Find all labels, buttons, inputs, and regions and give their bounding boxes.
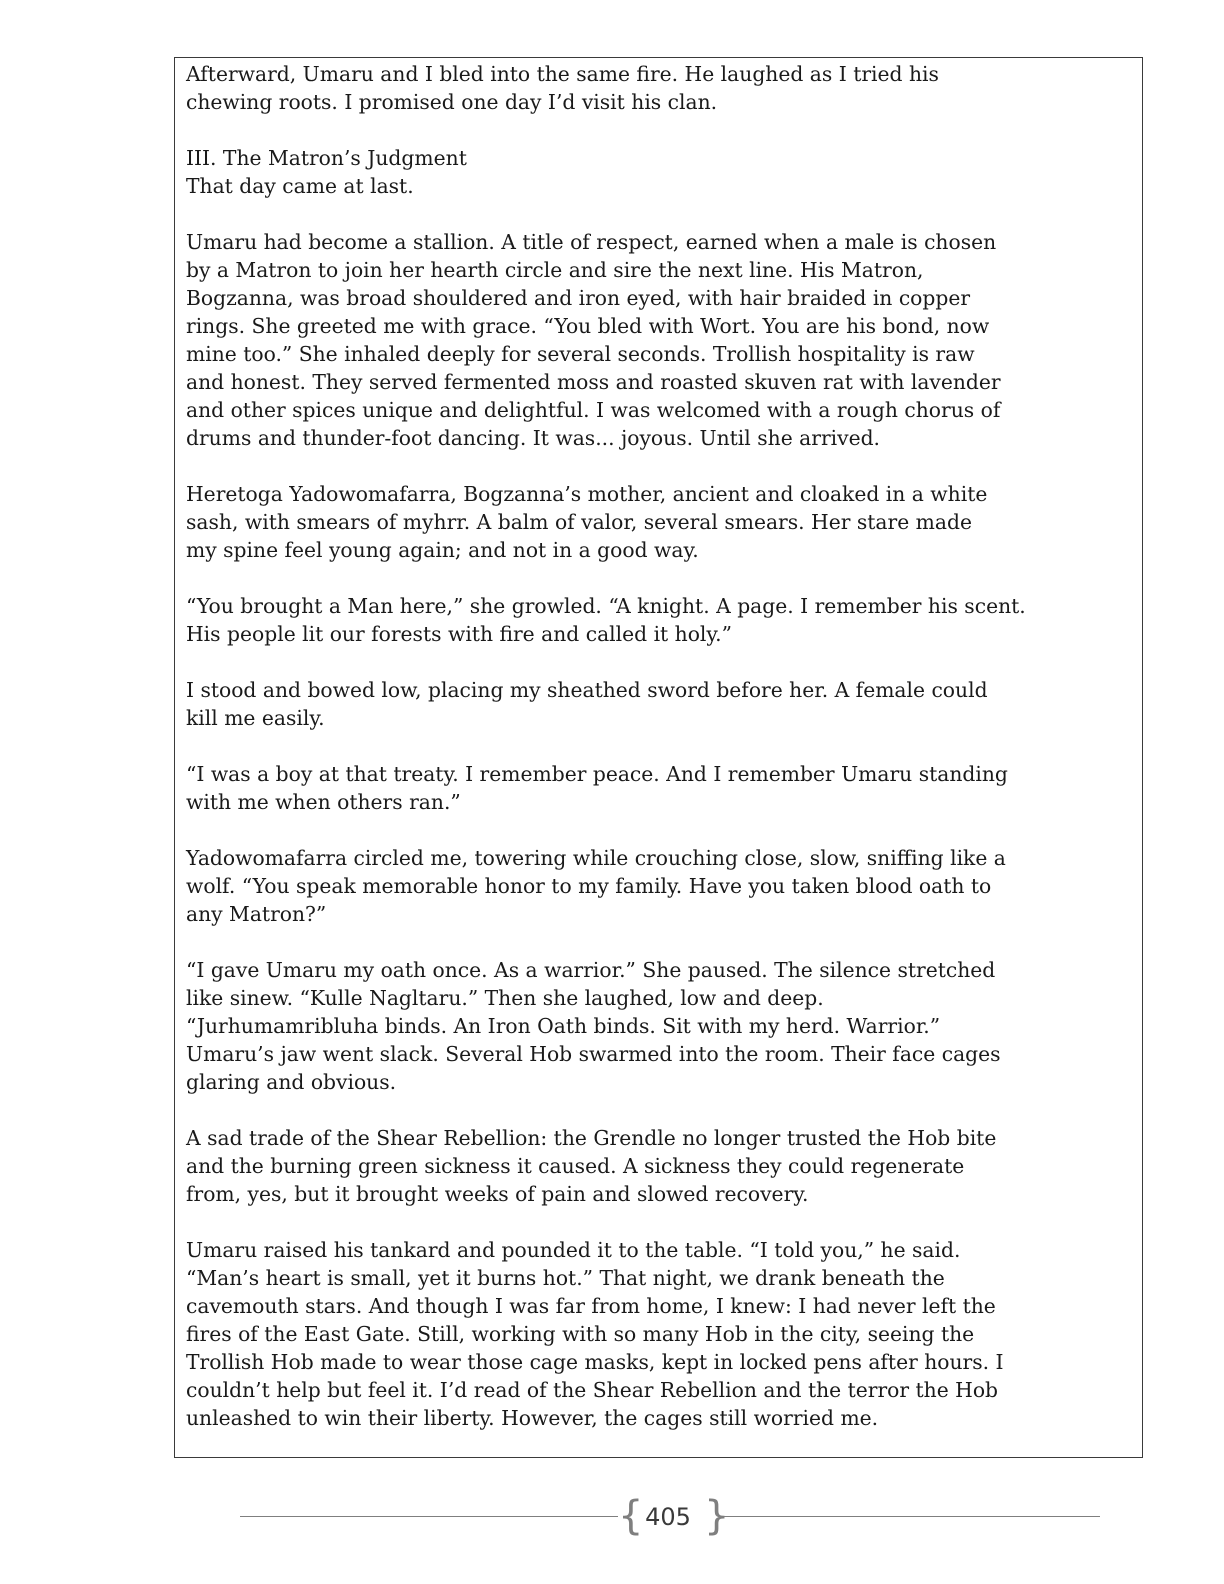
- text-line: “Jurhumamribluha binds. An Iron Oath binds. Sit with my herd. Warrior.”: [186, 1014, 941, 1038]
- text-line: with me when others ran.”: [186, 790, 461, 814]
- text-line: glaring and obvious.: [186, 1070, 397, 1094]
- text-line: “You brought a Man here,” she growled. “A knight. A page. I remember his scent.: [186, 594, 1026, 618]
- text-line: any Matron?”: [186, 902, 327, 926]
- text-line: I stood and bowed low, placing my sheathed sword before her. A female could: [186, 678, 988, 702]
- page-number: 405: [645, 1503, 691, 1531]
- paragraph: [186, 844, 1132, 928]
- text-line: and other spices unique and delightful. I was welcomed with a rough chorus of: [186, 398, 1001, 422]
- paragraph: [186, 1124, 1132, 1208]
- text-line: fires of the East Gate. Still, working with so many Hob in the city, seeing the: [186, 1322, 975, 1346]
- text-line: Bogzanna, was broad shouldered and iron eyed, with hair braided in copper: [186, 286, 971, 310]
- paragraph: [186, 956, 1132, 1096]
- text-line: III. The Matron’s Judgment: [186, 146, 467, 170]
- paragraph: [186, 480, 1132, 564]
- paragraph: [186, 592, 1132, 648]
- text-line: unleashed to win their liberty. However, the cages still worried me.: [186, 1406, 879, 1430]
- text-line: Trollish Hob made to wear those cage masks, kept in locked pens after hours. I: [186, 1350, 1004, 1374]
- text-line: drums and thunder-foot dancing. It was... joyous. Until she arrived.: [186, 426, 881, 450]
- text-line: Heretoga Yadowomafarra, Bogzanna’s mother, ancient and cloaked in a white: [186, 482, 988, 506]
- text-line: by a Matron to join her hearth circle and sire the next line. His Matron,: [186, 258, 924, 282]
- text-line: sash, with smears of myhrr. A balm of valor, several smears. Her stare made: [186, 510, 972, 534]
- text-line: chewing roots. I promised one day I’d visit his clan.: [186, 90, 718, 114]
- paragraph: [186, 144, 1132, 200]
- page-footer: [240, 1494, 1100, 1540]
- text-line: my spine feel young again; and not in a good way.: [186, 538, 699, 562]
- text-line: from, yes, but it brought weeks of pain and slowed recovery.: [186, 1182, 809, 1206]
- body-text-frame: [174, 57, 1143, 1458]
- text-line: Umaru raised his tankard and pounded it to the table. “I told you,” he said.: [186, 1238, 961, 1262]
- text-line: Yadowomafarra circled me, towering while crouching close, slow, sniffing like a: [186, 846, 1006, 870]
- text-line: Umaru had become a stallion. A title of respect, earned when a male is chosen: [186, 230, 997, 254]
- text-line: like sinew. “Kulle Nagltaru.” Then she laughed, low and deep.: [186, 986, 824, 1010]
- text-line: That day came at last.: [186, 174, 414, 198]
- paragraph: [186, 228, 1132, 452]
- text-line: and honest. They served fermented moss and roasted skuven rat with lavender: [186, 370, 1001, 394]
- footer-rule-left: [240, 1516, 618, 1517]
- text-line: rings. She greeted me with grace. “You bled with Wort. You are his bond, now: [186, 314, 990, 338]
- text-line: wolf. “You speak memorable honor to my family. Have you taken blood oath to: [186, 874, 992, 898]
- paragraph: [186, 1236, 1132, 1432]
- text-line: “I was a boy at that treaty. I remember peace. And I remember Umaru standing: [186, 762, 1008, 786]
- text-line: mine too.” She inhaled deeply for several seconds. Trollish hospitality is raw: [186, 342, 975, 366]
- text-line: “I gave Umaru my oath once. As a warrior.” She paused. The silence stretched: [186, 958, 996, 982]
- text-line: Umaru’s jaw went slack. Several Hob swarmed into the room. Their face cages: [186, 1042, 1001, 1066]
- close-brace-ornament: }: [704, 1493, 730, 1539]
- text-line: and the burning green sickness it caused. A sickness they could regenerate: [186, 1154, 965, 1178]
- text-line: A sad trade of the Shear Rebellion: the Grendle no longer trusted the Hob bite: [186, 1126, 997, 1150]
- text-line: “Man’s heart is small, yet it burns hot.” That night, we drank beneath the: [186, 1266, 945, 1290]
- footer-rule-right: [718, 1516, 1100, 1517]
- text-line: cavemouth stars. And though I was far from home, I knew: I had never left the: [186, 1294, 996, 1318]
- paragraph: [186, 676, 1132, 732]
- text-line: kill me easily.: [186, 706, 325, 730]
- paragraph: [186, 60, 1132, 116]
- open-brace-ornament: {: [618, 1493, 644, 1539]
- text-line: couldn’t help but feel it. I’d read of the Shear Rebellion and the terror the Hob: [186, 1378, 999, 1402]
- text-line: His people lit our forests with fire and called it holy.”: [186, 622, 732, 646]
- paragraph: [186, 760, 1132, 816]
- text-line: Afterward, Umaru and I bled into the same fire. He laughed as I tried his: [186, 62, 939, 86]
